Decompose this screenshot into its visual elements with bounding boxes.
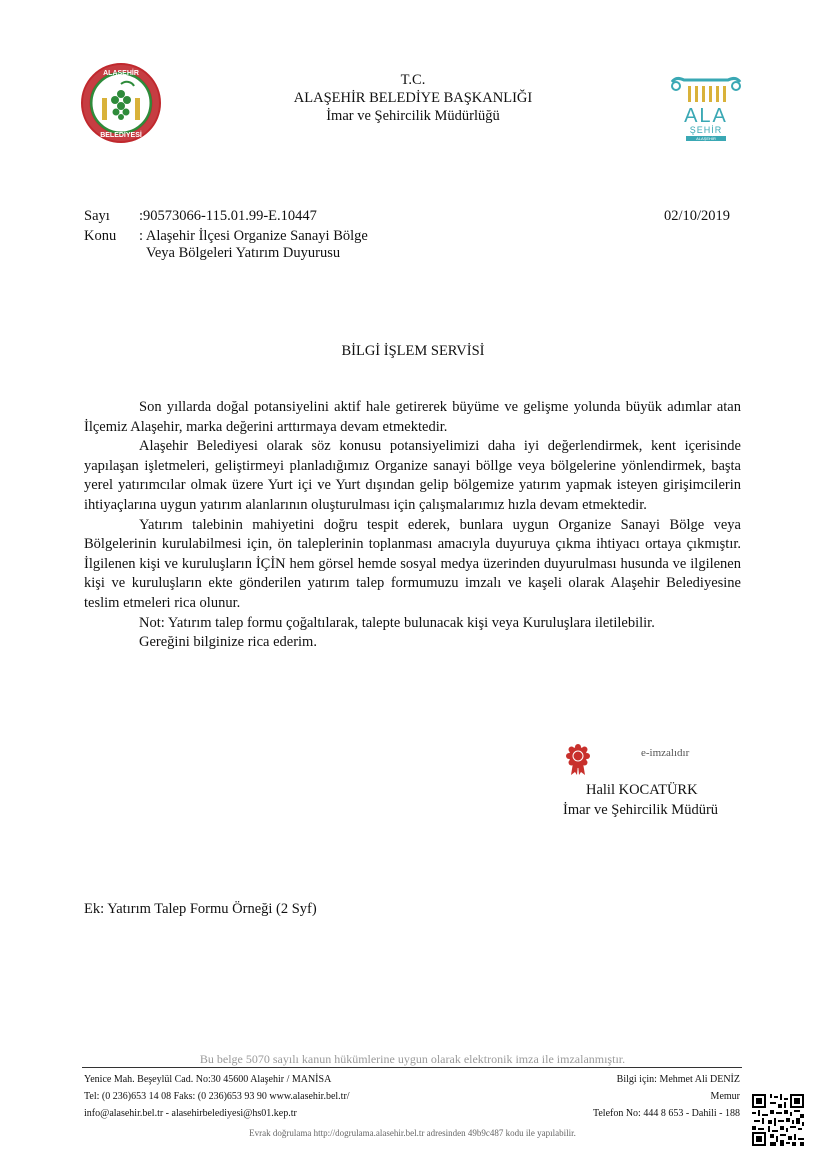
header-institution: ALAŞEHİR BELEDİYE BAŞKANLIĞI xyxy=(293,90,533,106)
body-paragraph-1: Son yıllarda doğal potansiyelini aktif hale getirerek büyüme ve gelişme yolunda büyük adımlar atan İlçemiz Alaşehir, marka değerini arttırmaya devam etmektedir. xyxy=(84,399,741,435)
footer-phone-fax: Tel: (0 236)653 14 08 Faks: (0 236)653 93 90 www.alasehir.bel.tr/ xyxy=(84,1091,350,1102)
right-logo-sub-text: ŞEHİR xyxy=(689,125,723,135)
signer-title: İmar ve Şehircilik Müdürü xyxy=(563,802,719,818)
footer-verification: Evrak doğrulama http://dogrulama.alasehir.bel.tr adresinden 49b9c487 kodu ile yapılabilir. xyxy=(249,1128,576,1138)
body-paragraph-4: Not: Yatırım talep formu çoğaltılarak, talepte bulunacak kişi veya Kuruluşlara iletilebilir. xyxy=(139,614,655,631)
konu-label: Konu xyxy=(84,228,117,244)
header-tc: T.C. xyxy=(400,72,426,88)
e-signature-legal-note: Bu belge 5070 sayılı kanun hükümlerine uygun olarak elektronik imza ile imzalanmıştır. xyxy=(199,1052,626,1066)
footer-divider xyxy=(82,1067,742,1068)
body-paragraph-3: Yatırım talebinin mahiyetini doğru tespit ederek, bunlara uygun Organize Sanayi Bölge veya Bölgelerinin kurulabilmesi için, ön taleplerinin toplanması amacıyla duyuruya çıkma ihtiyacı ortaya çıkmıştır. İlgilenen kişi ve kuruluşların İÇİN hem görsel hemde sosyal medya üzerinden duyurulması husunda ve ilgilenen kişi ve kuruluşların ekte gönderilen yatırım talep formumuzu imzalı ve kaşeli olarak Alaşehir Belediyesine teslim etmeleri rica olunur. xyxy=(84,516,741,611)
recipient: BİLGİ İŞLEM SERVİSİ xyxy=(341,343,485,359)
sayi-label: Sayı xyxy=(84,208,110,224)
letter-body xyxy=(84,398,741,653)
e-signature-seal-icon xyxy=(565,744,591,776)
right-logo-main-text: ALA xyxy=(684,105,728,127)
qr-code-icon xyxy=(752,1094,804,1146)
header-block xyxy=(200,71,626,125)
ala-sehir-brand-logo xyxy=(664,74,748,144)
signer-name: Halil KOCATÜRK xyxy=(586,782,698,798)
konu-line-2: Veya Bölgeleri Yatırım Duyurusu xyxy=(146,245,341,261)
footer-info-role: Memur xyxy=(710,1091,740,1102)
footer-address: Yenice Mah. Beşeylül Cad. No:30 45600 Alaşehir / MANİSA xyxy=(84,1074,332,1085)
alasehir-municipality-logo xyxy=(80,62,162,144)
body-paragraph-2: Alaşehir Belediyesi olarak söz konusu potansiyelimizi daha iyi değerlendirmek, kent içerisinde yapılaşan işletmeleri, geliştirmeyi planladığımız Organize sanayi böllge veya bölgelerine yönlendirmek, başta yerel yatırımcılar olmak üzere Yurt içi ve Yurt dışından gelip bölgemize yatırım yapmak isteyen girişimcilerin ihtiyaçlarına uygun yatırım alanlarının oluşturulması için çalışmalarımız hızla devam etmektedir. xyxy=(84,438,741,513)
attachment-note: Ek: Yatırım Talep Formu Örneği (2 Syf) xyxy=(84,901,317,917)
footer-info-phone: Telefon No: 444 8 653 - Dahili - 188 xyxy=(592,1108,740,1119)
body-paragraph-5: Gereğini bilginize rica ederim. xyxy=(139,634,317,651)
sayi-value: :90573066-115.01.99-E.10447 xyxy=(139,208,317,224)
document-date: 02/10/2019 xyxy=(664,208,731,224)
konu-line-1: : Alaşehir İlçesi Organize Sanayi Bölge xyxy=(139,228,368,244)
left-logo-bottom-text: BELEDİYESİ xyxy=(100,132,142,139)
left-logo-top-text: ALAŞEHİR xyxy=(103,70,139,77)
right-logo-tiny-text: ALAŞEHİR xyxy=(696,136,716,142)
footer-info-contact: Bilgi için: Mehmet Ali DENİZ xyxy=(616,1074,740,1085)
footer-email: info@alasehir.bel.tr - alasehirbelediyesi@hs01.kep.tr xyxy=(84,1108,297,1119)
header-department: İmar ve Şehircilik Müdürlüğü xyxy=(326,108,500,124)
e-signed-note: e-imzalıdır xyxy=(641,747,690,759)
